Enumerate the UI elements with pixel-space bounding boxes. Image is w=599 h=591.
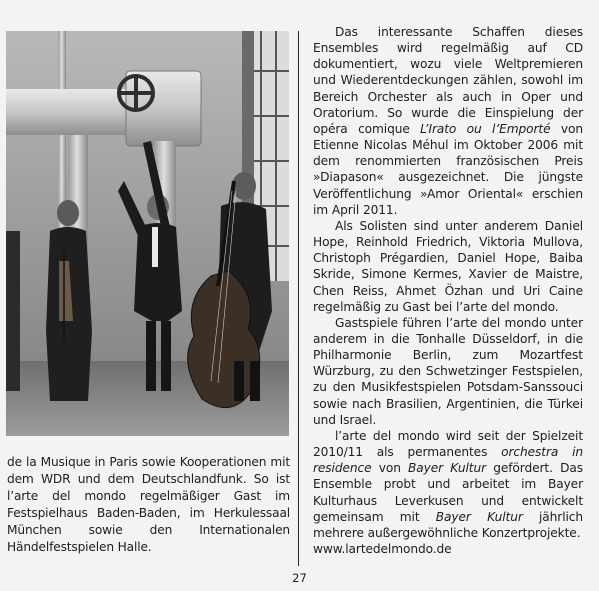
- right-column: [313, 24, 583, 557]
- ensemble-photo: [6, 31, 289, 436]
- website-url: www.lartedelmondo.de: [313, 542, 452, 556]
- paragraph-guest-performances: Gastspiele führen l’arte del mondo unter anderem in die Tonhalle Düsseldorf, in die Philharmonie Berlin, zum Mozartfest Würzburg, zu den Schwetzinger Festspielen, zu den Musikfestspielen Potsdam-Sanssouci sowie nach Brasilien, Argentinien, die Türkei und Israel.: [313, 315, 583, 427]
- page-number: 27: [292, 571, 307, 585]
- paragraph-cd-recordings: Das interessante Schaffen dieses Ensembles wird regelmäßig auf CD dokumentiert, wozu viele Weltpremieren und Wiederentdeckungen zählen, sowohl im Bereich Orchester als auch in Oper und Oratorium. So wurde die Einspielung der opéra comique L’Irato ou l’Emporté von Etienne Nicolas Méhul im Oktober 2006 mit dem renommierten französischen Preis »Diapason« ausgezeichnet. Die jüngste Veröffentlichung »Amor Oriental« erschien im April 2011.: [313, 25, 583, 217]
- column-divider: [298, 31, 299, 566]
- paragraph-soloists: Als Solisten sind unter anderem Daniel Hope, Reinhold Friedrich, Viktoria Mullova, Christoph Prégardien, Daniel Hope, Baiba Skride, Simone Kermes, Xavier de Maistre, Chen Reiss, Ahmet Özhan und Uri Caine regelmäßig zu Gast bei l’arte del mondo.: [313, 218, 583, 314]
- left-column-text: de la Musique in Paris sowie Kooperationen mit dem WDR und dem Deutschlandfunk. So ist l’arte del mondo regelmäßiger Gast im Festspielhaus Baden-Baden, im Herkulessaal München sowie den Internationalen Händelfestspielen Halle.: [7, 455, 290, 555]
- paragraph-residence: l’arte del mondo wird seit der Spielzeit 2010/11 als permanentes orchestra in residence von Bayer Kultur gefördert. Das Ensemble probt und arbeitet im Bayer Kulturhaus Leverkusen und entwickelt gemeinsam mit Bayer Kultur jährlich mehrere außergewöhnliche Konzertprojekte.: [313, 428, 584, 540]
- opera-title: L’Irato ou l’Emporté: [420, 121, 551, 136]
